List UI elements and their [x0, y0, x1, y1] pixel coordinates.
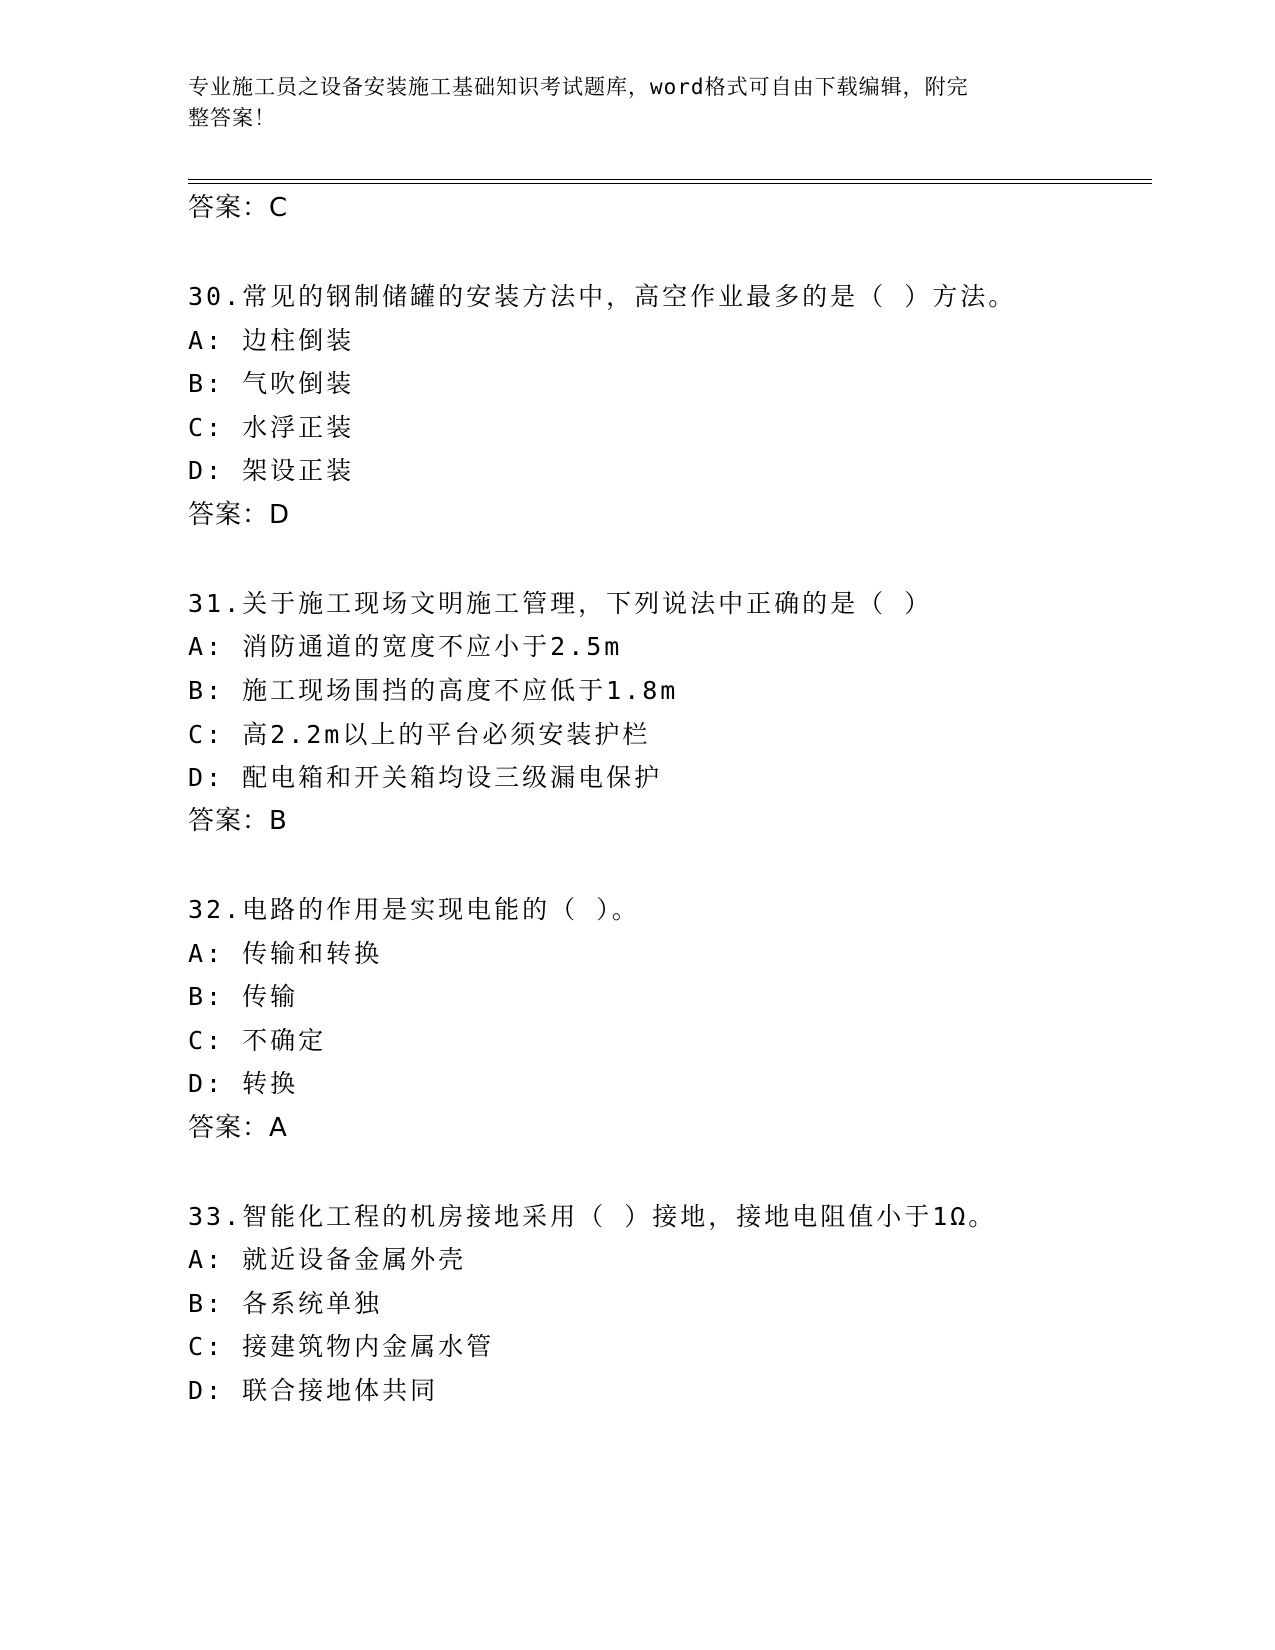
question-32-stem: 32.电路的作用是实现电能的（ ）。 [188, 895, 640, 924]
question-32-option-a: A: 传输和转换 [188, 939, 383, 968]
question-32-option-c: C: 不确定 [188, 1026, 327, 1055]
question-30-option-d: D: 架设正装 [188, 456, 355, 485]
question-30-option-a: A: 边柱倒装 [188, 326, 355, 355]
question-32-option-b: B: 传输 [188, 982, 299, 1011]
question-30-option-c: C: 水浮正装 [188, 413, 355, 442]
header-divider-top [188, 179, 1152, 180]
question-33-option-b: B: 各系统单独 [188, 1289, 383, 1318]
question-31-option-d: D: 配电箱和开关箱均设三级漏电保护 [188, 763, 663, 792]
question-30-option-b: B: 气吹倒装 [188, 369, 355, 398]
question-33-option-a: A: 就近设备金属外壳 [188, 1245, 467, 1274]
question-33-option-c: C: 接建筑物内金属水管 [188, 1332, 495, 1361]
question-31-option-b: B: 施工现场围挡的高度不应低于1.8m [188, 676, 679, 705]
question-32-answer: 答案：A [188, 1113, 288, 1143]
question-31-stem: 31.关于施工现场文明施工管理，下列说法中正确的是（ ） [188, 589, 933, 618]
question-31-option-c: C: 高2.2m以上的平台必须安装护栏 [188, 720, 651, 749]
question-33-stem: 33.智能化工程的机房接地采用（ ）接地，接地电阻值小于1Ω。 [188, 1202, 997, 1231]
question-33-option-d: D: 联合接地体共同 [188, 1376, 439, 1405]
question-30-stem: 30.常见的钢制储罐的安装方法中，高空作业最多的是（ ）方法。 [188, 282, 1017, 311]
question-32-option-d: D: 转换 [188, 1069, 299, 1098]
question-31-option-a: A: 消防通道的宽度不应小于2.5m [188, 632, 623, 661]
header-line-2: 整答案！ [188, 106, 276, 130]
question-31-answer: 答案：B [188, 806, 288, 836]
answer-29: 答案：C [188, 193, 289, 223]
question-30-answer: 答案：D [188, 500, 291, 530]
header-divider-bottom [188, 183, 1152, 184]
document-header [188, 72, 1068, 134]
header-line-1: 专业施工员之设备安装施工基础知识考试题库，word格式可自由下载编辑，附完 [188, 75, 969, 99]
